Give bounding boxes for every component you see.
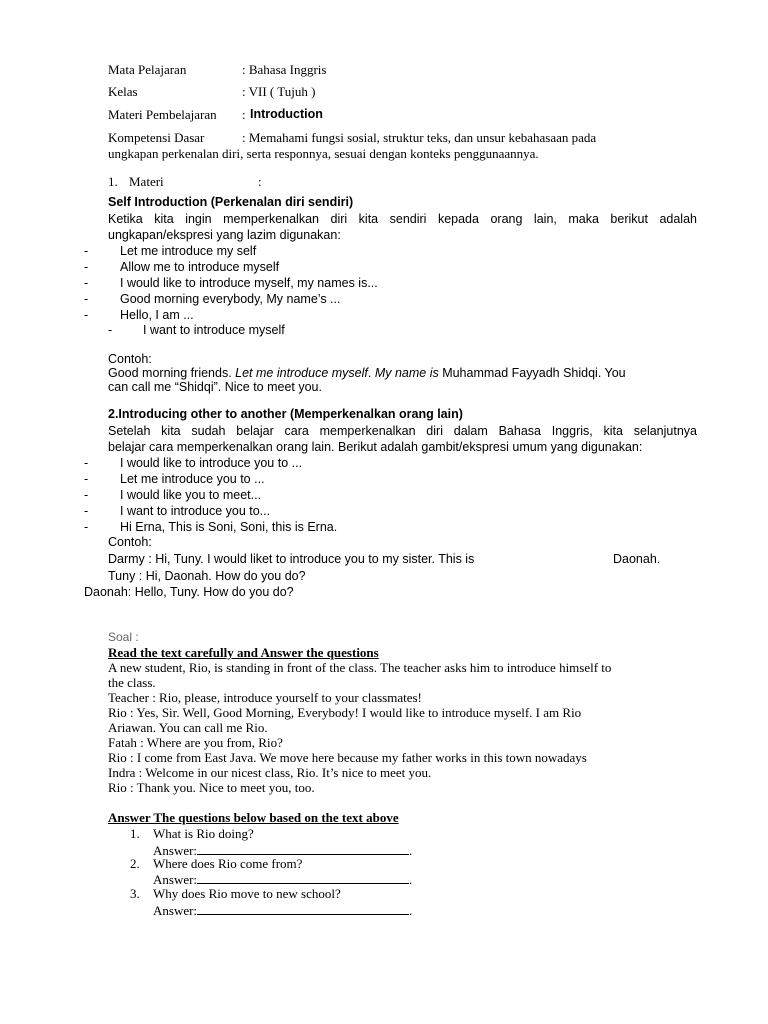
bullet-dash: - xyxy=(84,260,89,274)
material-label: Materi Pembelajaran xyxy=(108,107,217,122)
section1-colon: : xyxy=(258,174,262,189)
section2-intro-line1: Setelah kita sudah belajar cara memperkenalkan diri dalam Bahasa Inggris, kita selanjutnya xyxy=(108,424,697,438)
passage-line: Rio : Yes, Sir. Well, Good Morning, Everybody! I would like to introduce myself. I am Rio xyxy=(108,705,582,720)
section1-intro-line2: ungkapan/ekspresi yang lazim digunakan: xyxy=(108,228,341,242)
question-text: Where does Rio come from? xyxy=(153,856,303,871)
exercise-label: Soal : xyxy=(108,630,139,644)
dialog-line-tuny: Tuny : Hi, Daonah. How do you do? xyxy=(108,569,306,583)
section1-title: Self Introduction (Perkenalan diri sendiri) xyxy=(108,195,354,209)
bullet-dash: - xyxy=(84,520,89,534)
answer-line[interactable]: Answer: . xyxy=(153,843,413,858)
section1-example-label: Contoh: xyxy=(108,352,152,366)
expression-item: Good morning everybody, My name’s ... xyxy=(120,292,341,306)
bullet-dash: - xyxy=(84,488,89,502)
material-value: Introduction xyxy=(250,107,323,121)
section1-intro-line1: Ketika kita ingin memperkenalkan diri kita sendiri kepada orang lain, maka berikut adalah xyxy=(108,212,697,226)
expression-item: Let me introduce my self xyxy=(120,244,257,258)
answer-line[interactable]: Answer: . xyxy=(153,903,413,918)
expression-item: Let me introduce you to ... xyxy=(120,472,265,486)
subject-label: Mata Pelajaran xyxy=(108,62,187,77)
section1-number: 1. xyxy=(108,174,118,189)
section2-title: 2.Introducing other to another (Memperkenalkan orang lain) xyxy=(108,407,463,421)
answer-line[interactable]: Answer: . xyxy=(153,872,413,887)
passage-line: Rio : Thank you. Nice to meet you, too. xyxy=(108,780,315,795)
bullet-dash: - xyxy=(84,276,89,290)
competence-value: : Memahami fungsi sosial, struktur teks, dan unsur kebahasaan pada xyxy=(242,130,597,145)
dialog-line-darmy: Darmy : Hi, Tuny. I would liket to introduce you to my sister. This is xyxy=(108,552,475,566)
expression-item: Hello, I am ... xyxy=(120,308,194,322)
dialog-line-daonah: Daonah: Hello, Tuny. How do you do? xyxy=(84,585,294,599)
passage-line: the class. xyxy=(108,675,156,690)
expression-item: I want to introduce myself xyxy=(143,323,285,337)
bullet-dash: - xyxy=(84,244,89,258)
bullet-dash: - xyxy=(108,323,113,337)
passage-line: A new student, Rio, is standing in front of the class. The teacher asks him to introduce himself to xyxy=(108,660,612,675)
bullet-dash: - xyxy=(84,292,89,306)
class-value: : VII ( Tujuh ) xyxy=(242,84,316,99)
expression-item: I want to introduce you to... xyxy=(120,504,271,518)
dialog-line-darmy-end: Daonah. xyxy=(613,552,661,566)
passage-line: Ariawan. You can call me Rio. xyxy=(108,720,268,735)
question-text: What is Rio doing? xyxy=(153,826,254,841)
bullet-dash: - xyxy=(84,456,89,470)
competence-label: Kompetensi Dasar xyxy=(108,130,205,145)
bullet-dash: - xyxy=(84,504,89,518)
passage-line: Rio : I come from East Java. We move here because my father works in this town nowadays xyxy=(108,750,587,765)
exercise-instruction: Read the text carefully and Answer the questions xyxy=(108,645,379,660)
question-number: 1. xyxy=(130,826,140,841)
passage-line: Fatah : Where are you from, Rio? xyxy=(108,735,283,750)
section1-example-line2: can call me “Shidqi”. Nice to meet you. xyxy=(108,380,322,394)
bullet-dash: - xyxy=(84,472,89,486)
expression-item: I would like to introduce myself, my names is... xyxy=(120,276,378,290)
subject-value: : Bahasa Inggris xyxy=(242,62,327,77)
expression-item: I would like you to meet... xyxy=(120,488,262,502)
class-label: Kelas xyxy=(108,84,138,99)
material-colon: : xyxy=(242,107,246,122)
bullet-dash: - xyxy=(84,308,89,322)
section1-example-line1: Good morning friends. Let me introduce myself. My name is Muhammad Fayyadh Shidqi. You xyxy=(108,366,626,380)
question-text: Why does Rio move to new school? xyxy=(153,886,341,901)
passage-line: Teacher : Rio, please, introduce yourself to your classmates! xyxy=(108,690,422,705)
expression-item: Hi Erna, This is Soni, Soni, this is Erna. xyxy=(120,520,338,534)
question-number: 2. xyxy=(130,856,140,871)
section2-intro-line2: belajar cara memperkenalkan orang lain. Berikut adalah gambit/ekspresi umum yang digunakan: xyxy=(108,440,643,454)
section1-label: Materi xyxy=(129,174,164,189)
expression-item: Allow me to introduce myself xyxy=(120,260,280,274)
expression-item: I would like to introduce you to ... xyxy=(120,456,303,470)
section2-example-label: Contoh: xyxy=(108,535,152,549)
question-number: 3. xyxy=(130,886,140,901)
passage-line: Indra : Welcome in our nicest class, Rio. It’s nice to meet you. xyxy=(108,765,432,780)
competence-continuation: ungkapan perkenalan diri, serta responnya, sesuai dengan konteks penggunaannya. xyxy=(108,146,539,161)
questions-title: Answer The questions below based on the text above xyxy=(108,810,399,825)
